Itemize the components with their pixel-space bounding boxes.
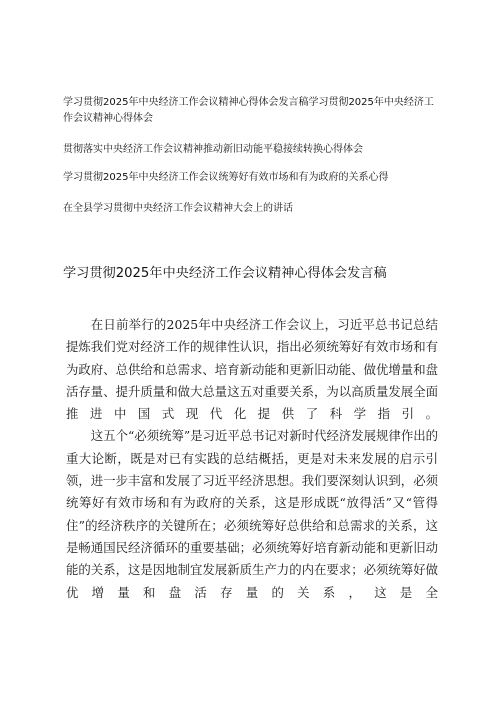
toc-item-4[interactable]: 在全县学习贯彻中央经济工作会议精神大会上的讲话 bbox=[63, 203, 293, 214]
toc-item-3[interactable]: 学习贯彻2025年中央经济工作会议统筹好有效市场和有为政府的关系心得 bbox=[63, 172, 389, 183]
document-body bbox=[66, 314, 438, 604]
body-paragraph-2: 这五个“必须统筹”是习近平总书记对新时代经济发展规律作出的重大论断，既是对已有实践的总结概括，更是对未来发展的启示引领，进一步丰富和发展了习近平经济思想。我们要深刻认识到，必须统筹好有效市场和有为政府的关系，这是形成既“放得活”又“管得住”的经济秩序的关键所在；必须统筹好总供给和总需求的关系，这是畅通国民经济循环的重要基础；必须统筹好培育新动能和更新旧动能的关系，这是因地制宜发展新质生产力的内在要求；必须统筹好做优增量和盘活存量的关系，这是全 bbox=[66, 428, 439, 600]
body-paragraph-1: 在日前举行的2025年中央经济工作会议上，习近平总书记总结提炼我们党对经济工作的规律性认识，指出必须统筹好有效市场和有为政府、总供给和总需求、培育新动能和更新旧动能、做优增量和盘活存量、提升质量和做大总量这五对重要关系，为以高质量发展全面推进中国式现代化提供了科学指引。 bbox=[66, 317, 438, 422]
table-of-contents bbox=[63, 95, 443, 232]
document-title: 学习贯彻2025年中央经济工作会议精神心得体会发言稿 bbox=[63, 266, 387, 281]
toc-item-1[interactable]: 学习贯彻2025年中央经济工作会议精神心得体会发言稿学习贯彻2025年中央经济工作会议精神心得体会 bbox=[63, 97, 434, 124]
toc-item-2[interactable]: 贯彻落实中央经济工作会议精神推动新旧动能平稳接续转换心得体会 bbox=[63, 144, 363, 155]
